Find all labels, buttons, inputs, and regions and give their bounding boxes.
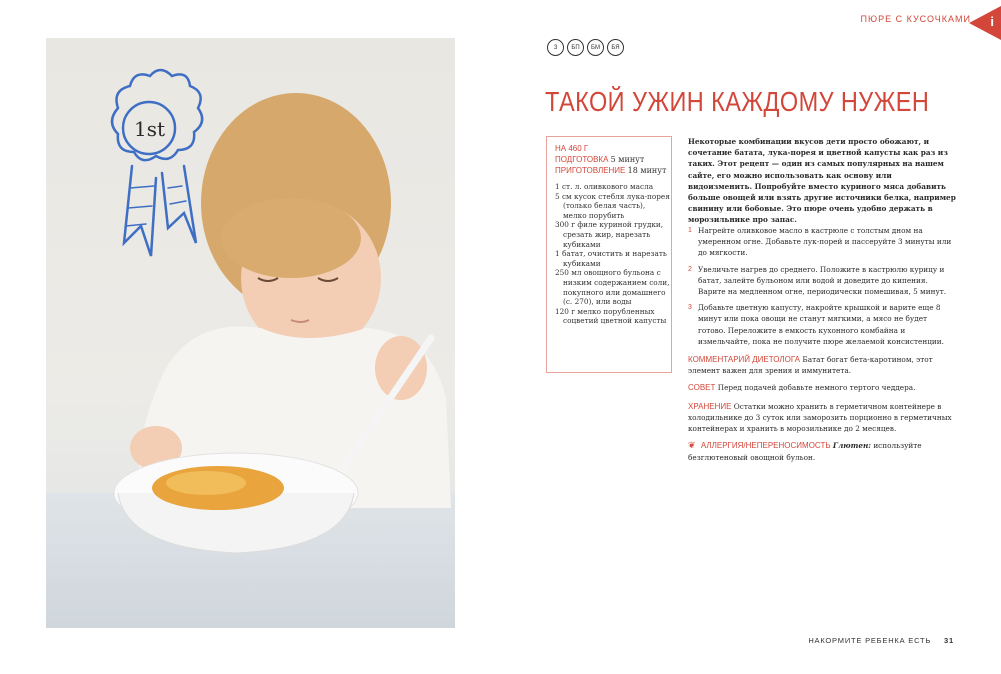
prep-label: ПОДГОТОВКА [555,155,609,164]
method-steps [688,225,956,352]
ribbon-text: 1st [134,117,166,141]
bowl-drawing [114,453,358,553]
allergy-text: используйте безглютеновый овощной бульон. [688,441,922,463]
ingredient-item: 250 мл овощного бульона с низким содержанием соли, покупного или домашнего (с. 270), или воды [555,268,670,307]
storage-text: Остатки можно хранить в герметичном контейнере в холодильнике до 3 суток или заморозить порционно в герметичных контейнерах и хранить в морозильнике до 2 месяцев. [688,402,952,434]
storage-note [688,401,956,435]
ingredient-item: 300 г филе куриной грудки, срезать жир, нарезать кубиками [555,220,664,249]
tip-note [688,382,956,393]
diet-badge: БП [567,39,584,56]
page-footer [808,636,954,645]
page-number: 31 [944,636,954,645]
step-text: Добавьте цветную капусту, накройте крышкой и варите еще 8 минут или пока овощи не станут мягкими, а мясо не будет готово. Переложите в емкость кухонного комбайна и измельчайте, пока не получите пюре желаемой консистенции. [698,303,944,346]
info-icon [969,6,1001,40]
ingredients-box [546,136,672,373]
recipe-title: ТАКОЙ УЖИН КАЖДОМУ НУЖЕН [545,86,930,117]
allergy-label: АЛЛЕРГИЯ/НЕПЕРЕНОСИМОСТЬ [700,441,831,450]
info-tab-glyph: i [990,14,994,29]
step-text: Увеличьте нагрев до среднего. Положите в кастрюлю курицу и батат, залейте бульоном или водой и доведите до кипения. Варите на медленном огне, периодически помешивая, 5 минут. [698,264,947,297]
allergy-note [688,440,956,463]
dietitian-label: КОММЕНТАРИЙ ДИЕТОЛОГА [688,355,801,364]
section-title: ПЮРЕ С КУСОЧКАМИ [860,14,971,24]
ingredient-item: 5 см кусок стебля лука-порея (только белая часть), мелко порубить [555,191,670,220]
ingredient-item: 1 батат, очистить и нарезать кубиками [555,249,667,268]
storage-label: ХРАНЕНИЕ [688,402,732,411]
info-tab [969,6,1001,40]
ingredient-list [555,182,671,326]
step-number: 2 [688,265,692,273]
yield-label: НА 460 Г [555,144,589,153]
diet-badges [547,39,624,56]
method-step [688,225,956,259]
child-figure [130,93,451,508]
recipe-intro: Некоторые комбинации вкусов дети просто обожают, и сочетание батата, лука-порея и цветной капусты как раз из таких. Этот рецепт — один из самых популярных на нашем сайте, его можно использовать как основу или видоизменить. Попробуйте вместо куриного мяса добавить больше овощей или взять другие источники белка, например свинину или бобовые. Это пюре очень удобно держать в морозильнике про запас. [688,137,956,225]
tip-text: Перед подачей добавьте немного тертого чеддера. [717,383,916,392]
dietitian-note [688,354,956,376]
tip-label: СОВЕТ [688,383,716,392]
book-title: НАКОРМИТЕ РЕБЕНКА ЕСТЬ [808,636,932,645]
diet-badge: БМ [587,39,604,56]
leaf-icon: ❦ [688,441,696,451]
dietitian-text: Батат богат бета-каротином, этот элемент важен для зрения и иммунитета. [688,355,933,376]
cook-label: ПРИГОТОВЛЕНИЕ [555,166,626,175]
step-text: Нагрейте оливковое масло в кастрюле с толстым дном на умеренном огне. Добавьте лук-порей и пассеруйте 3 минуты или до мягкости. [698,226,952,258]
method-step [688,264,956,298]
diet-badge: З [547,39,564,56]
step-number: 1 [688,227,692,234]
ingredient-item: 120 г мелко порубленных соцветий цветной капусты [555,306,667,326]
cook-time [555,165,671,176]
cook-value: 18 минут [627,166,667,175]
allergy-key: Глютен: [832,441,871,450]
prep-value: 5 минут [610,155,645,164]
photo-illustration [46,38,455,628]
prep-time [555,154,671,165]
step-number: 3 [688,304,692,312]
diet-badge: БЯ [607,39,624,56]
ingredient-item: 1 ст. л. оливкового масла [555,182,654,191]
child-eating-photo [46,38,455,628]
award-ribbon-drawing [112,70,202,256]
method-step [688,302,956,347]
